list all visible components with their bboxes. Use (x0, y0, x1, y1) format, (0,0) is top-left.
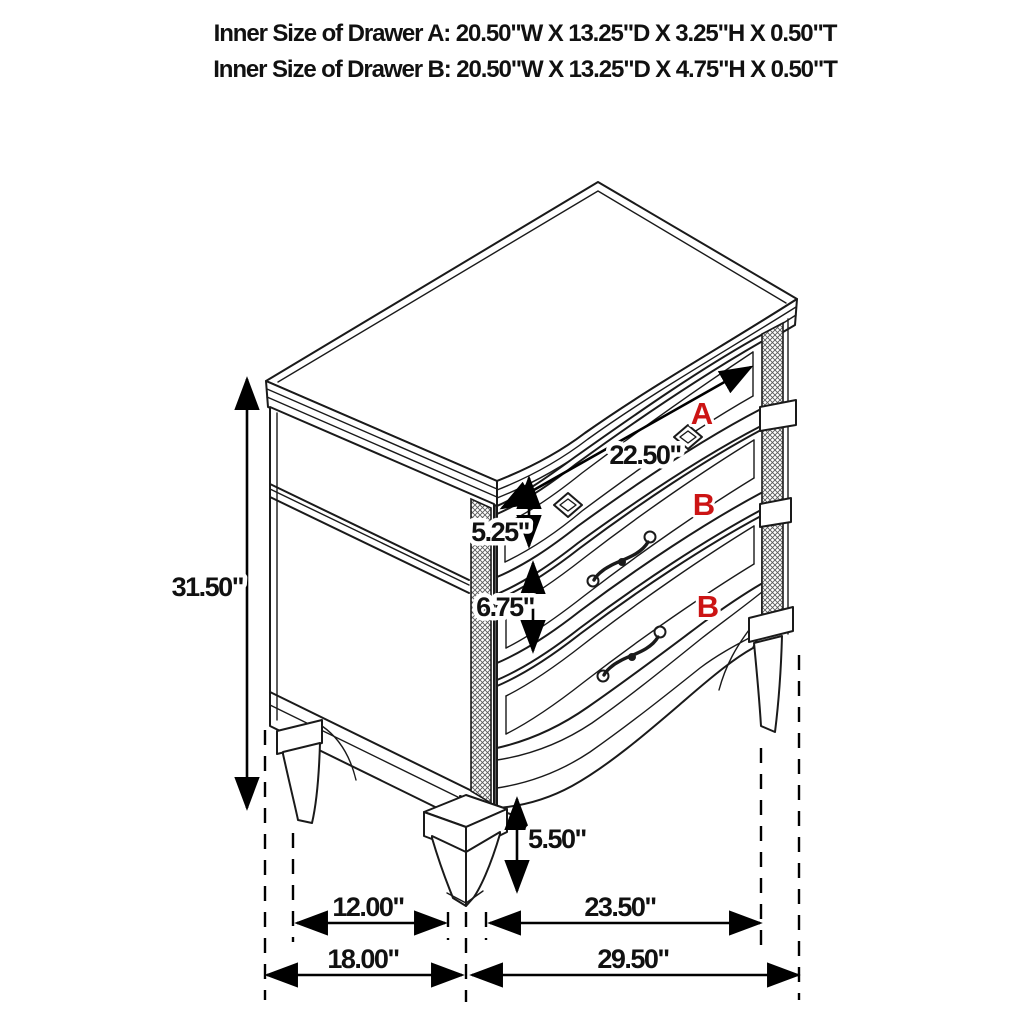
drawer-a-letter: A (690, 396, 714, 431)
right-corner-post (760, 319, 796, 634)
dimension-leg-height (517, 799, 587, 891)
title-line-2: Inner Size of Drawer B: 20.50"W X 13.25"D X 4.75"H X 0.50"T (213, 56, 837, 83)
front-leg (424, 795, 507, 906)
dimension-overall-width (472, 944, 798, 975)
title-line-1: Inner Size of Drawer A: 20.50"W X 13.25"D X 3.25"H X 0.50"T (213, 20, 837, 47)
nightstand-drawing (266, 182, 797, 906)
dimension-label: 23.50" (584, 892, 656, 922)
dimension-label: 29.50" (597, 944, 669, 974)
dimension-label: 5.25" (471, 517, 529, 547)
dimension-label: 31.50" (171, 572, 243, 602)
dimension-leg-spacing-depth (297, 892, 445, 923)
dimension-label: 18.00" (327, 944, 399, 974)
dimension-label: 12.00" (332, 892, 404, 922)
drawer-b-middle-letter: B (692, 487, 716, 522)
dimension-label: 5.50" (528, 824, 586, 854)
drawer-b-bottom-letter: B (696, 589, 720, 624)
dimension-leg-spacing-width (490, 892, 760, 923)
dimension-overall-height (172, 379, 247, 808)
dimension-overall-depth (267, 944, 462, 975)
dimension-label: 22.50" (609, 440, 681, 470)
dimension-label: 6.75" (476, 592, 534, 622)
